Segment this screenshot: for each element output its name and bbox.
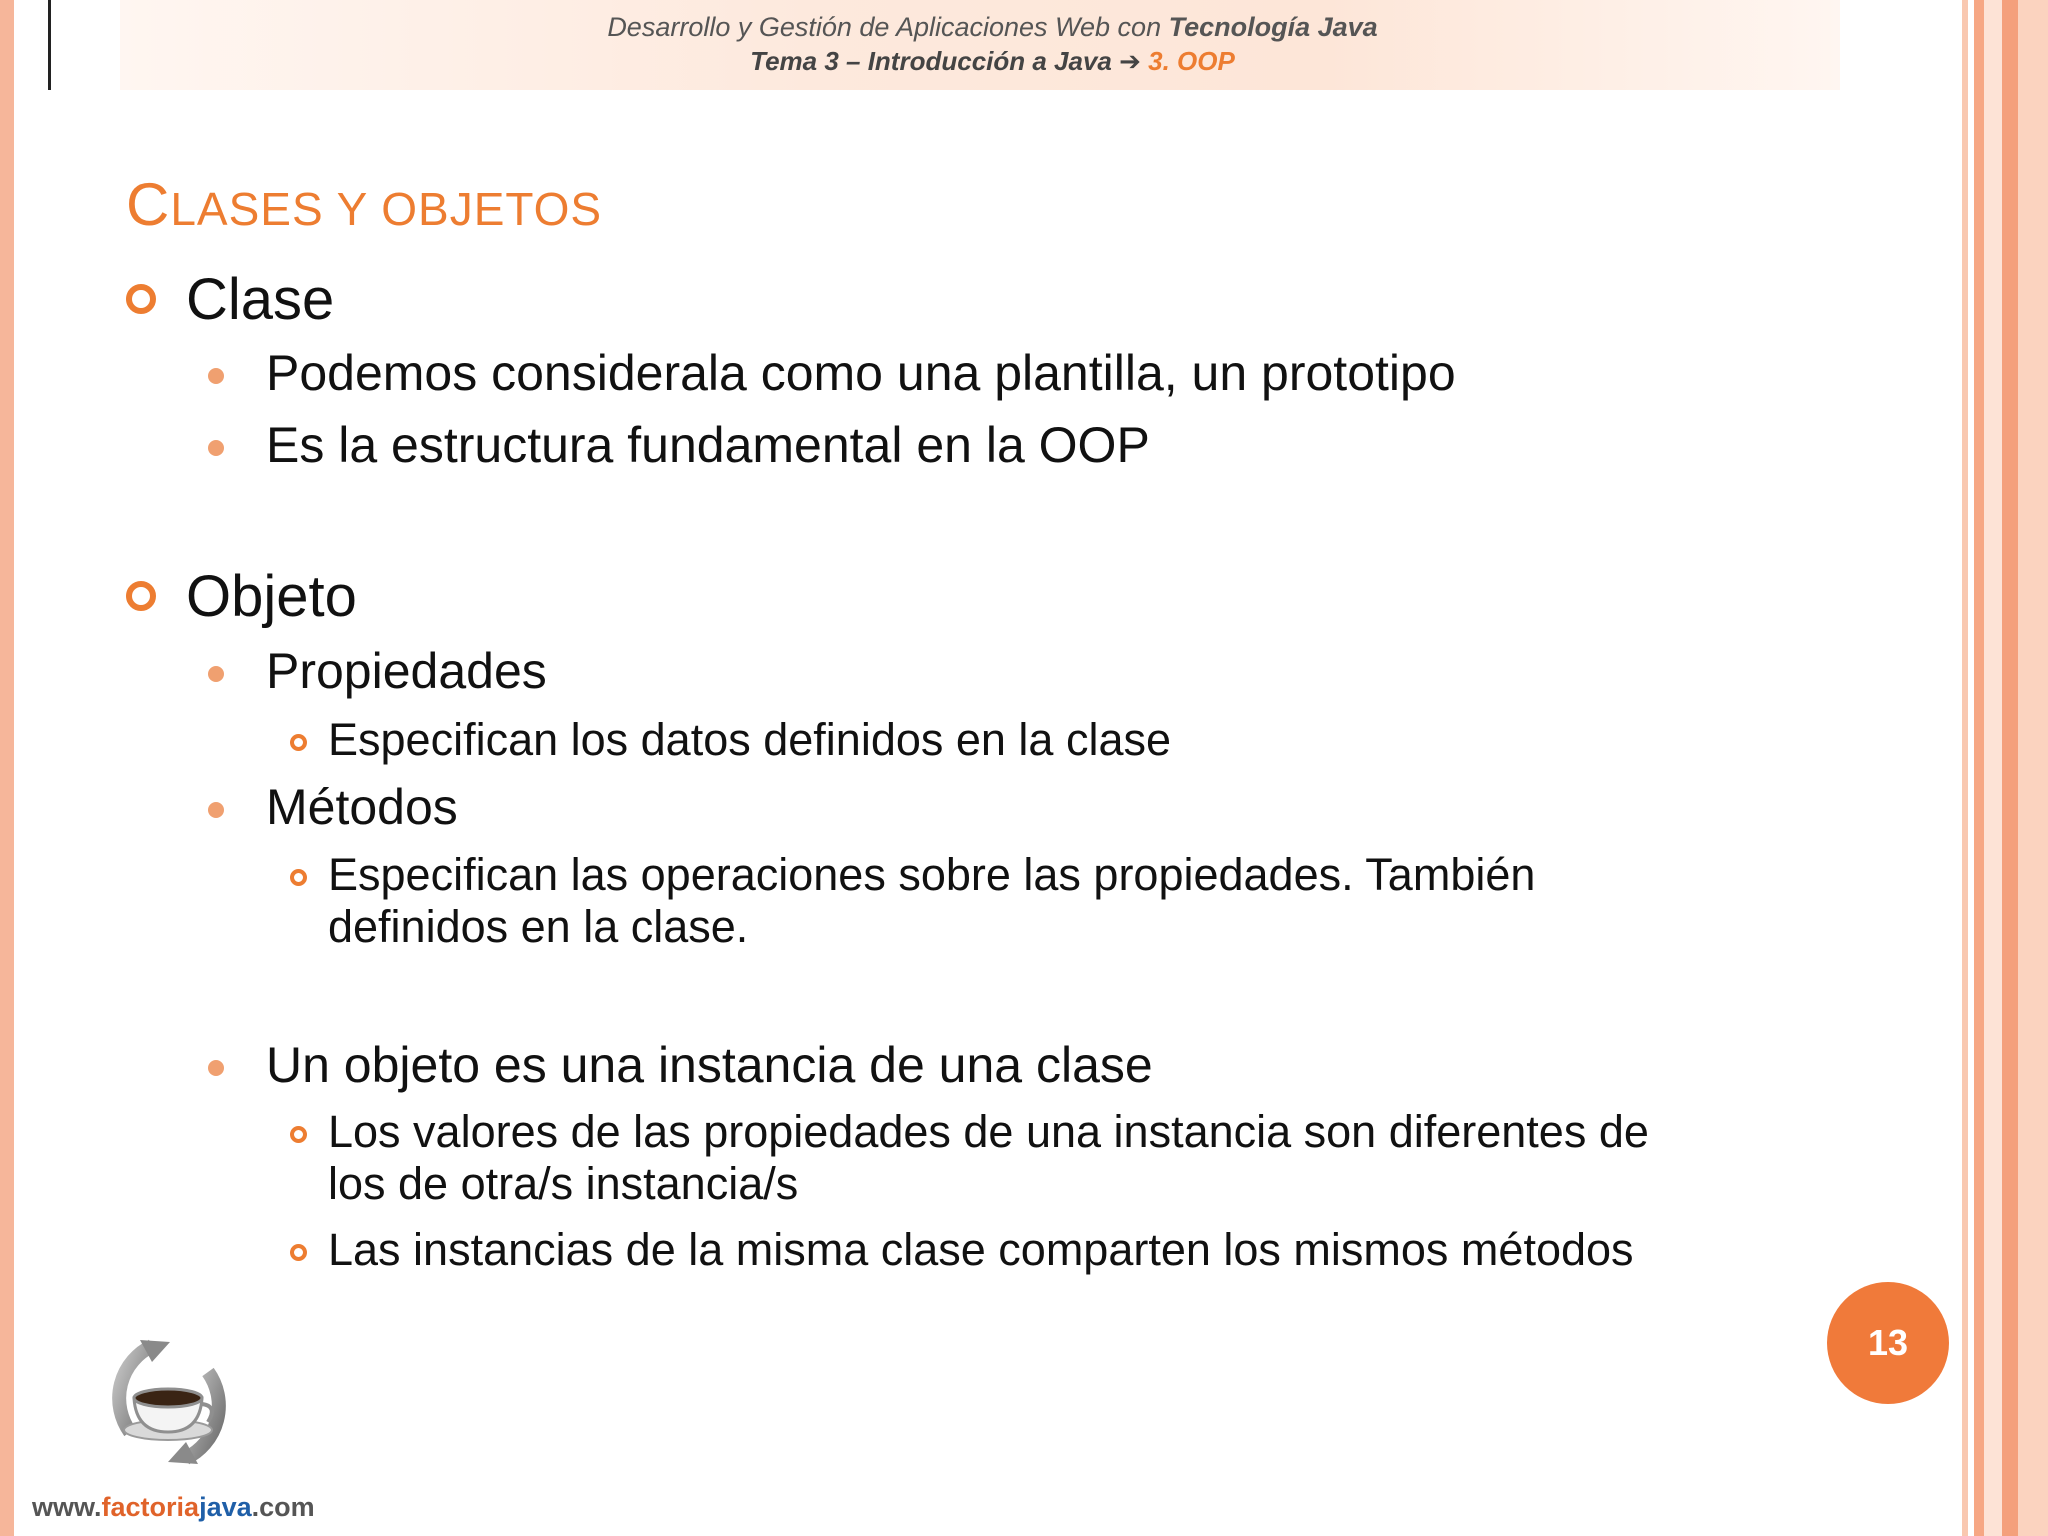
right-decorative-border	[1962, 0, 2048, 1536]
dot-bullet-icon	[208, 802, 224, 818]
ring-bullet-icon	[290, 734, 307, 751]
website-link[interactable]: www.factoriajava.com	[32, 1492, 315, 1522]
course-title: Desarrollo y Gestión de Aplicaciones Web con Tecnología Java	[607, 12, 1378, 42]
dot-bullet-icon	[208, 440, 224, 456]
dot-bullet-icon	[208, 666, 224, 682]
dot-bullet-icon	[208, 368, 224, 384]
left-decorative-border	[0, 0, 14, 1536]
dot-bullet-icon	[208, 1060, 224, 1076]
ring-bullet-icon	[126, 581, 156, 611]
slide-title: CLASES Y OBJETOS	[126, 171, 603, 238]
ring-bullet-icon	[126, 284, 156, 314]
ring-bullet-icon	[290, 869, 307, 886]
ring-bullet-icon	[290, 1244, 307, 1261]
ring-bullet-icon	[290, 1126, 307, 1143]
coffee-cup-refresh-icon	[90, 1332, 250, 1472]
topic-breadcrumb: Tema 3 – Introducción a Java ➔ 3. OOP	[750, 46, 1235, 76]
page-number-badge: 13	[1827, 1282, 1949, 1404]
arrow-icon: ➔	[1119, 46, 1141, 76]
